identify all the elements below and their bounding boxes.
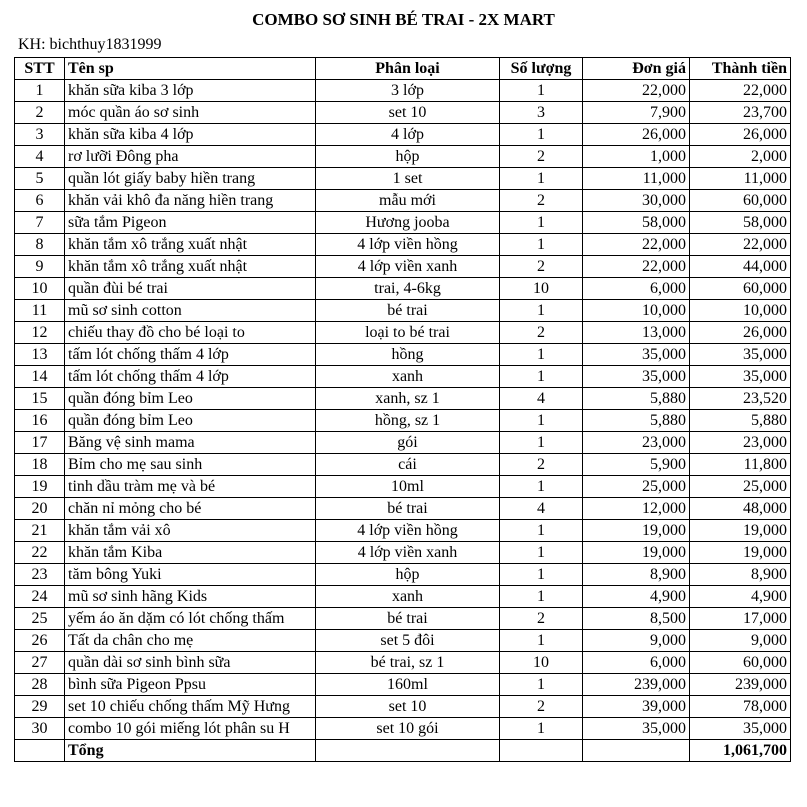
cell-product-name: khăn sữa kiba 4 lớp (65, 124, 316, 146)
cell-unit-price: 22,000 (583, 234, 690, 256)
cell-product-name: mũ sơ sinh cotton (65, 300, 316, 322)
cell-product-name: combo 10 gói miếng lót phân su H (65, 718, 316, 740)
table-row (15, 476, 791, 498)
cell-quantity: 1 (500, 366, 583, 388)
header-unit-price: Đơn giá (583, 58, 690, 80)
cell-quantity: 2 (500, 608, 583, 630)
total-category-cell (316, 740, 500, 762)
cell-product-name: khăn sữa kiba 3 lớp (65, 80, 316, 102)
table-row (15, 168, 791, 190)
cell-amount: 19,000 (690, 520, 791, 542)
cell-unit-price: 26,000 (583, 124, 690, 146)
cell-unit-price: 10,000 (583, 300, 690, 322)
cell-quantity: 2 (500, 190, 583, 212)
cell-amount: 4,900 (690, 586, 791, 608)
cell-quantity: 1 (500, 344, 583, 366)
cell-product-name: mũ sơ sinh hãng Kids (65, 586, 316, 608)
cell-stt: 12 (15, 322, 65, 344)
cell-unit-price: 7,900 (583, 102, 690, 124)
cell-unit-price: 5,880 (583, 388, 690, 410)
cell-stt: 7 (15, 212, 65, 234)
cell-stt: 25 (15, 608, 65, 630)
table-row (15, 388, 791, 410)
cell-product-name: set 10 chiếu chống thấm Mỹ Hưng (65, 696, 316, 718)
table-row (15, 652, 791, 674)
cell-unit-price: 39,000 (583, 696, 690, 718)
cell-product-name: khăn tắm xô trắng xuất nhật (65, 256, 316, 278)
table-row (15, 520, 791, 542)
cell-category: hộp (316, 564, 500, 586)
cell-quantity: 1 (500, 432, 583, 454)
cell-stt: 17 (15, 432, 65, 454)
cell-stt: 9 (15, 256, 65, 278)
cell-unit-price: 30,000 (583, 190, 690, 212)
cell-product-name: quần đùi bé trai (65, 278, 316, 300)
cell-stt: 18 (15, 454, 65, 476)
cell-quantity: 10 (500, 278, 583, 300)
cell-quantity: 1 (500, 630, 583, 652)
cell-category: bé trai, sz 1 (316, 652, 500, 674)
cell-stt: 8 (15, 234, 65, 256)
cell-product-name: chăn nỉ mỏng cho bé (65, 498, 316, 520)
cell-amount: 60,000 (690, 190, 791, 212)
cell-category: Hương jooba (316, 212, 500, 234)
cell-amount: 35,000 (690, 344, 791, 366)
cell-amount: 44,000 (690, 256, 791, 278)
cell-category: mẫu mới (316, 190, 500, 212)
cell-product-name: khăn tắm xô trắng xuất nhật (65, 234, 316, 256)
cell-stt: 4 (15, 146, 65, 168)
cell-stt: 15 (15, 388, 65, 410)
cell-amount: 58,000 (690, 212, 791, 234)
cell-quantity: 4 (500, 498, 583, 520)
total-row (15, 740, 791, 762)
cell-amount: 5,880 (690, 410, 791, 432)
total-stt-cell (15, 740, 65, 762)
cell-stt: 30 (15, 718, 65, 740)
cell-product-name: yếm áo ăn dặm có lót chống thấm (65, 608, 316, 630)
table-row (15, 278, 791, 300)
header-name: Tên sp (65, 58, 316, 80)
table-row (15, 124, 791, 146)
cell-product-name: quần đóng bỉm Leo (65, 410, 316, 432)
table-row (15, 674, 791, 696)
cell-product-name: Băng vệ sinh mama (65, 432, 316, 454)
cell-quantity: 1 (500, 300, 583, 322)
total-price-cell (583, 740, 690, 762)
table-row (15, 718, 791, 740)
cell-unit-price: 8,500 (583, 608, 690, 630)
cell-amount: 23,700 (690, 102, 791, 124)
cell-category: xanh (316, 366, 500, 388)
cell-unit-price: 11,000 (583, 168, 690, 190)
cell-stt: 21 (15, 520, 65, 542)
cell-product-name: Tất da chân cho mẹ (65, 630, 316, 652)
cell-product-name: khăn vải khô đa năng hiền trang (65, 190, 316, 212)
cell-stt: 1 (15, 80, 65, 102)
cell-stt: 29 (15, 696, 65, 718)
cell-stt: 16 (15, 410, 65, 432)
header-stt: STT (15, 58, 65, 80)
cell-unit-price: 239,000 (583, 674, 690, 696)
cell-unit-price: 9,000 (583, 630, 690, 652)
cell-amount: 2,000 (690, 146, 791, 168)
cell-category: cái (316, 454, 500, 476)
cell-category: gói (316, 432, 500, 454)
cell-category: 160ml (316, 674, 500, 696)
cell-unit-price: 13,000 (583, 322, 690, 344)
cell-quantity: 1 (500, 586, 583, 608)
cell-quantity: 1 (500, 476, 583, 498)
cell-unit-price: 4,900 (583, 586, 690, 608)
table-row (15, 696, 791, 718)
cell-amount: 26,000 (690, 322, 791, 344)
cell-quantity: 1 (500, 564, 583, 586)
cell-unit-price: 25,000 (583, 476, 690, 498)
cell-category: hồng, sz 1 (316, 410, 500, 432)
customer-label: KH: bichthuy1831999 (18, 36, 162, 53)
table-row (15, 190, 791, 212)
cell-amount: 23,520 (690, 388, 791, 410)
cell-quantity: 1 (500, 212, 583, 234)
cell-unit-price: 6,000 (583, 652, 690, 674)
page-title: COMBO SƠ SINH BÉ TRAI - 2X MART (252, 10, 555, 29)
cell-unit-price: 35,000 (583, 718, 690, 740)
cell-stt: 3 (15, 124, 65, 146)
table-row (15, 256, 791, 278)
cell-quantity: 1 (500, 410, 583, 432)
cell-category: set 10 (316, 696, 500, 718)
cell-amount: 35,000 (690, 366, 791, 388)
cell-quantity: 1 (500, 520, 583, 542)
table-row (15, 300, 791, 322)
table-row (15, 212, 791, 234)
table-row (15, 630, 791, 652)
cell-category: set 10 gói (316, 718, 500, 740)
cell-quantity: 2 (500, 454, 583, 476)
cell-category: set 5 đôi (316, 630, 500, 652)
cell-unit-price: 23,000 (583, 432, 690, 454)
cell-quantity: 2 (500, 146, 583, 168)
cell-stt: 6 (15, 190, 65, 212)
cell-unit-price: 5,900 (583, 454, 690, 476)
cell-unit-price: 35,000 (583, 366, 690, 388)
cell-category: hồng (316, 344, 500, 366)
cell-stt: 27 (15, 652, 65, 674)
cell-quantity: 2 (500, 322, 583, 344)
cell-unit-price: 5,880 (583, 410, 690, 432)
cell-quantity: 3 (500, 102, 583, 124)
cell-product-name: móc quần áo sơ sinh (65, 102, 316, 124)
cell-product-name: tấm lót chống thấm 4 lớp (65, 344, 316, 366)
table-row (15, 608, 791, 630)
header-amount: Thành tiền (690, 58, 791, 80)
cell-amount: 25,000 (690, 476, 791, 498)
cell-quantity: 10 (500, 652, 583, 674)
cell-category: 10ml (316, 476, 500, 498)
cell-amount: 60,000 (690, 278, 791, 300)
table-row (15, 366, 791, 388)
cell-product-name: bình sữa Pigeon Ppsu (65, 674, 316, 696)
cell-amount: 22,000 (690, 234, 791, 256)
cell-unit-price: 12,000 (583, 498, 690, 520)
cell-product-name: tinh dầu tràm mẹ và bé (65, 476, 316, 498)
cell-product-name: tấm lót chống thấm 4 lớp (65, 366, 316, 388)
cell-category: hộp (316, 146, 500, 168)
cell-quantity: 1 (500, 234, 583, 256)
order-table (14, 57, 791, 762)
cell-amount: 48,000 (690, 498, 791, 520)
cell-product-name: quần dài sơ sinh bình sữa (65, 652, 316, 674)
cell-amount: 26,000 (690, 124, 791, 146)
total-label: Tổng (65, 740, 316, 762)
table-row (15, 146, 791, 168)
cell-amount: 35,000 (690, 718, 791, 740)
cell-category: bé trai (316, 498, 500, 520)
table-row (15, 80, 791, 102)
cell-amount: 239,000 (690, 674, 791, 696)
cell-quantity: 2 (500, 696, 583, 718)
table-row (15, 410, 791, 432)
table-row (15, 234, 791, 256)
header-quantity: Số lượng (500, 58, 583, 80)
cell-product-name: Bỉm cho mẹ sau sinh (65, 454, 316, 476)
cell-product-name: khăn tắm Kiba (65, 542, 316, 564)
header-category: Phân loại (316, 58, 500, 80)
cell-unit-price: 22,000 (583, 256, 690, 278)
cell-category: bé trai (316, 300, 500, 322)
cell-stt: 14 (15, 366, 65, 388)
cell-stt: 20 (15, 498, 65, 520)
cell-amount: 11,000 (690, 168, 791, 190)
cell-amount: 10,000 (690, 300, 791, 322)
cell-product-name: khăn tắm vải xô (65, 520, 316, 542)
table-row (15, 586, 791, 608)
cell-unit-price: 35,000 (583, 344, 690, 366)
cell-unit-price: 6,000 (583, 278, 690, 300)
cell-category: set 10 (316, 102, 500, 124)
cell-unit-price: 22,000 (583, 80, 690, 102)
cell-stt: 28 (15, 674, 65, 696)
cell-stt: 22 (15, 542, 65, 564)
cell-quantity: 1 (500, 124, 583, 146)
cell-category: 1 set (316, 168, 500, 190)
cell-stt: 19 (15, 476, 65, 498)
table-row (15, 564, 791, 586)
cell-amount: 22,000 (690, 80, 791, 102)
cell-product-name: sữa tắm Pigeon (65, 212, 316, 234)
cell-quantity: 1 (500, 674, 583, 696)
cell-category: loại to bé trai (316, 322, 500, 344)
table-header-row (15, 58, 791, 80)
cell-product-name: rơ lưỡi Đông pha (65, 146, 316, 168)
cell-product-name: tăm bông Yuki (65, 564, 316, 586)
cell-stt: 24 (15, 586, 65, 608)
cell-category: 4 lớp (316, 124, 500, 146)
cell-quantity: 1 (500, 168, 583, 190)
table-body (15, 80, 791, 740)
cell-amount: 78,000 (690, 696, 791, 718)
table-row (15, 344, 791, 366)
cell-category: xanh (316, 586, 500, 608)
cell-category: trai, 4-6kg (316, 278, 500, 300)
table-row (15, 542, 791, 564)
cell-unit-price: 1,000 (583, 146, 690, 168)
cell-stt: 5 (15, 168, 65, 190)
cell-unit-price: 19,000 (583, 542, 690, 564)
cell-product-name: quần đóng bỉm Leo (65, 388, 316, 410)
table-row (15, 454, 791, 476)
cell-category: xanh, sz 1 (316, 388, 500, 410)
total-amount: 1,061,700 (690, 740, 791, 762)
cell-stt: 23 (15, 564, 65, 586)
table-row (15, 432, 791, 454)
cell-amount: 17,000 (690, 608, 791, 630)
cell-amount: 23,000 (690, 432, 791, 454)
cell-amount: 19,000 (690, 542, 791, 564)
cell-stt: 26 (15, 630, 65, 652)
cell-amount: 11,800 (690, 454, 791, 476)
cell-category: 4 lớp viền hồng (316, 234, 500, 256)
cell-quantity: 1 (500, 718, 583, 740)
cell-category: 4 lớp viền xanh (316, 256, 500, 278)
cell-category: 4 lớp viền hồng (316, 520, 500, 542)
total-qty-cell (500, 740, 583, 762)
cell-unit-price: 58,000 (583, 212, 690, 234)
cell-stt: 13 (15, 344, 65, 366)
cell-quantity: 4 (500, 388, 583, 410)
cell-unit-price: 19,000 (583, 520, 690, 542)
table-row (15, 322, 791, 344)
cell-quantity: 1 (500, 542, 583, 564)
cell-quantity: 2 (500, 256, 583, 278)
cell-stt: 2 (15, 102, 65, 124)
cell-product-name: chiếu thay đồ cho bé loại to (65, 322, 316, 344)
cell-category: bé trai (316, 608, 500, 630)
cell-quantity: 1 (500, 80, 583, 102)
table-row (15, 102, 791, 124)
cell-stt: 10 (15, 278, 65, 300)
cell-amount: 8,900 (690, 564, 791, 586)
cell-amount: 9,000 (690, 630, 791, 652)
cell-unit-price: 8,900 (583, 564, 690, 586)
cell-amount: 60,000 (690, 652, 791, 674)
cell-category: 4 lớp viền xanh (316, 542, 500, 564)
cell-product-name: quần lót giấy baby hiền trang (65, 168, 316, 190)
cell-category: 3 lớp (316, 80, 500, 102)
cell-stt: 11 (15, 300, 65, 322)
table-row (15, 498, 791, 520)
